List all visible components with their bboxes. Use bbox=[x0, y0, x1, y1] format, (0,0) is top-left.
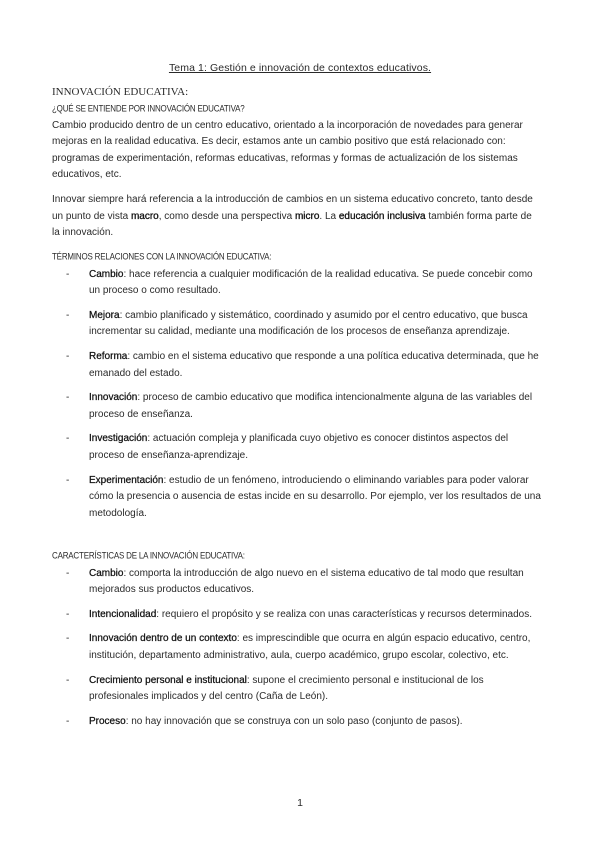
list-item: - Innovación: proceso de cambio educativo que modifica intencionalmente alguna de las variables del proceso de enseñanza. bbox=[66, 392, 533, 420]
list-item: - Proceso: no hay innovación que se construya con un solo paso (conjunto de pasos). bbox=[66, 715, 463, 727]
section-heading-innovacion: INNOVACIÓN EDUCATIVA: bbox=[52, 86, 189, 98]
list-item: - Cambio: hace referencia a cualquier modificación de la realidad educativa. Se puede concebir como un proceso o como resultado. bbox=[66, 268, 533, 297]
terms-section bbox=[52, 249, 542, 522]
para2-text-c: . La bbox=[319, 210, 339, 222]
terms-heading: TÉRMINOS RELACIONES CON LA INNOVACIÓN EDUCATIVA: bbox=[52, 251, 272, 262]
subheading-que-se-entiende: ¿QUÉ SE ENTIENDE POR INNOVACIÓN EDUCATIVA? bbox=[52, 103, 245, 114]
intro-paragraph-1: Cambio producido dentro de un centro educativo, orientado a la incorporación de novedades para generar mejoras en la realidad educativa. Es decir, estamos ante un cambio positivo que está relacionado con: programas de experimentación, reformas educativas, reformas y formas de actualización de los sistemas educativos, etc. bbox=[52, 119, 523, 181]
list-item: - Experimentación: estudio de un fenómeno, introduciendo o eliminando variables para poder valorar cómo la presencia o ausencia de estas incide en su desarrollo. Por ejemplo, ver los resultados de una metodología. bbox=[66, 474, 541, 519]
para2-text-a: Innovar siempre hará referencia a la introducción de cambios en un sistema educativo concreto, tanto desde un punto de vista bbox=[52, 194, 533, 222]
para2-macro: macro bbox=[130, 210, 159, 222]
section-intro bbox=[52, 101, 542, 184]
document-title: Tema 1: Gestión e innovación de contextos educativos. bbox=[168, 62, 432, 74]
para2-text-d: también forma parte de la innovación. bbox=[52, 210, 532, 239]
features-section bbox=[52, 548, 542, 730]
list-item: - Cambio: comporta la introducción de algo nuevo en el sistema educativo de tal modo que resultan mejorados sus productos educativos. bbox=[66, 567, 524, 596]
list-item: - Mejora: cambio planificado y sistemático, coordinado y asumido por el centro educativo, que busca incrementar su calidad, mediante una modificación de los procesos de enseñanza aprendizaje. bbox=[66, 309, 528, 338]
intro-paragraph-2 bbox=[52, 192, 542, 242]
features-list bbox=[52, 566, 542, 731]
list-item: - Reforma: cambio en el sistema educativo que responde a una política educativa determinada, que he emanado del estado. bbox=[66, 350, 539, 379]
terms-list bbox=[52, 267, 542, 523]
list-item: - Intencionalidad: requiero el propósito y se realiza con unas características y recursos determinados. bbox=[66, 608, 533, 620]
features-heading: CARACTERÍSTICAS DE LA INNOVACIÓN EDUCATIVA: bbox=[52, 550, 245, 561]
list-item: - Crecimiento personal e institucional: supone el crecimiento personal e institucional de los profesionales implicados y del centro (Caña de León). bbox=[66, 674, 484, 703]
para2-inclusiva: educación inclusiva bbox=[338, 210, 426, 222]
list-item: - Innovación dentro de un contexto: es imprescindible que ocurra en algún espacio educativo, centro, institución, departamento administrativo, aula, cuerpo académico, grupo escolar, colectivo, etc. bbox=[66, 633, 531, 661]
para2-text-b: , como desde una perspectiva bbox=[158, 210, 295, 222]
para2-micro: micro bbox=[294, 210, 320, 222]
page-number: 1 bbox=[297, 797, 303, 809]
list-item: - Investigación: actuación compleja y planificada cuyo objetivo es conocer distintos aspectos del proceso de enseñanza-aprendizaje. bbox=[66, 433, 509, 461]
